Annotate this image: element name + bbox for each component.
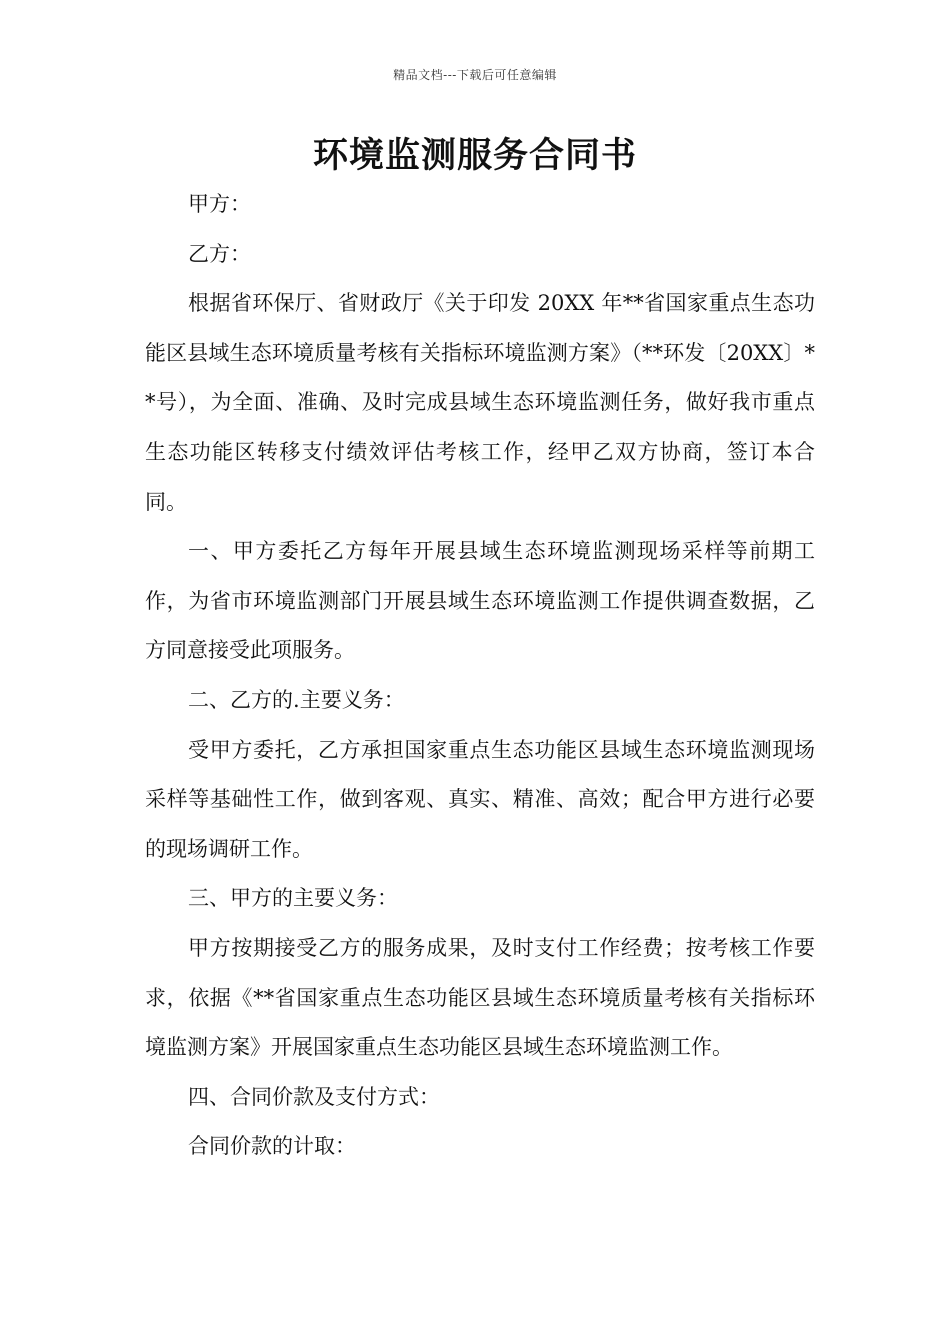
document-body [145, 180, 815, 1172]
paragraph-party-b: 乙方： [188, 241, 252, 266]
paragraph-party-a: 甲方： [188, 192, 252, 216]
paragraph-clause-4-pricing: 合同价款的计取： [188, 1134, 357, 1159]
heading-clause-2: 二、乙方的.主要义务： [188, 687, 405, 712]
document-title: 环境监测服务合同书 [312, 136, 637, 176]
header-note: 精品文档---下载后可任意编辑 [393, 68, 557, 82]
paragraph-clause-2-body: 受甲方委托，乙方承担国家重点生态功能区县域生态环境监测现场采样等基础性工作，做到客观、真实、精准、高效；配合甲方进行必要的现场调研工作。 [145, 737, 815, 861]
paragraph-preamble: 根据省环保厅、省财政厅《关于印发 20XX 年**省国家重点生态功能区县域生态环境质量考核有关指标环境监测方案》（**环发〔20XX〕**号），为全面、准确、及时完成县域生态环境监测任务，做好我市重点生态功能区转移支付绩效评估考核工作，经甲乙双方协商，签订本合同。 [145, 291, 815, 514]
heading-clause-3: 三、甲方的主要义务： [188, 886, 399, 911]
paragraph-clause-3-body: 甲方按期接受乙方的服务成果，及时支付工作经费；按考核工作要求，依据《**省国家重点生态功能区县域生态环境质量考核有关指标环境监测方案》开展国家重点生态功能区县域生态环境监测工作。 [145, 935, 815, 1060]
heading-clause-4: 四、合同价款及支付方式： [188, 1084, 441, 1109]
paragraph-clause-1: 一、甲方委托乙方每年开展县域生态环境监测现场采样等前期工作，为省市环境监测部门开展县域生态环境监测工作提供调查数据，乙方同意接受此项服务。 [145, 539, 815, 663]
